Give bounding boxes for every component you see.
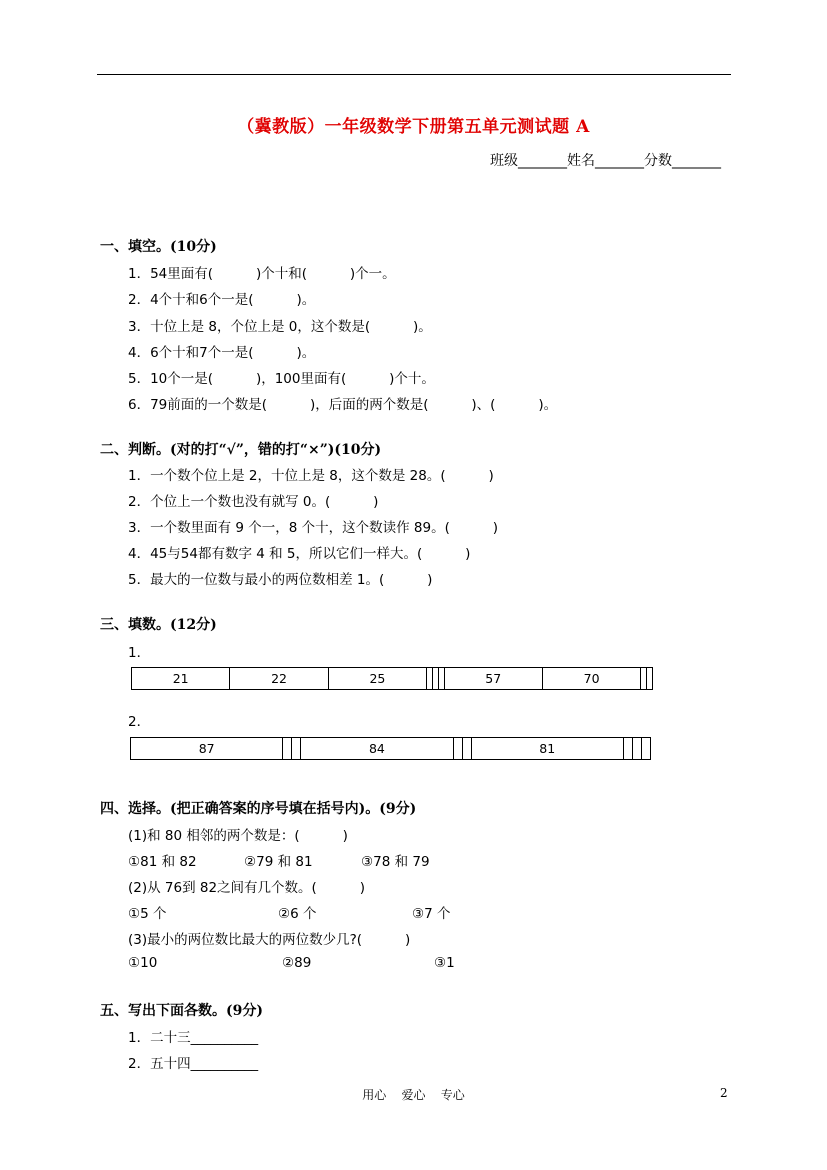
s1-question-2: 2．4个十和6个一是( )。 — [128, 292, 316, 308]
s4-q2-option-2: ②6 个 — [278, 906, 317, 922]
seq2-cell-2 — [283, 738, 292, 760]
s4-q2-option-1: ①5 个 — [128, 906, 167, 922]
s3-label-1: 1． — [128, 645, 151, 661]
page-footer: 用心 爱心 专心 — [362, 1088, 465, 1102]
s4-q1-option-1: ①81 和 82 — [128, 854, 197, 870]
s5-question-1: 1．二十三__________ — [128, 1030, 259, 1046]
seq1-cell-10 — [647, 668, 653, 690]
seq1-cell-1: 21 — [132, 668, 230, 690]
s4-question-2: (2)从 76到 82之间有几个数。( ) — [128, 880, 366, 896]
seq2-cell-5 — [453, 738, 462, 760]
seq2-cell-8 — [623, 738, 632, 760]
seq2-cell-3 — [292, 738, 301, 760]
s4-question-3: (3)最小的两位数比最大的两位数少几?( ) — [128, 932, 411, 948]
number-sequence-table-1 — [131, 667, 653, 690]
seq1-cell-7: 57 — [444, 668, 542, 690]
s2-question-3: 3．一个数里面有 9 个一，8 个十，这个数读作 89。( ) — [128, 520, 499, 536]
seq2-cell-7: 81 — [471, 738, 623, 760]
page-number: 2 — [720, 1086, 728, 1100]
s4-question-1: (1)和 80 相邻的两个数是：( ) — [128, 828, 348, 844]
seq2-cell-10 — [641, 738, 650, 760]
section-2-heading: 二、判断。(对的打“√”，错的打“×”)(10分) — [100, 442, 382, 458]
seq2-cell-6 — [462, 738, 471, 760]
seq2-cell-9 — [632, 738, 641, 760]
s4-q3-option-3: ③1 — [434, 955, 455, 971]
seq1-cell-8: 70 — [542, 668, 640, 690]
number-sequence-table-2 — [130, 737, 651, 760]
s1-question-3: 3．十位上是 8，个位上是 0，这个数是( )。 — [128, 319, 432, 335]
s2-question-2: 2．个位上一个数也没有就写 0。( ) — [128, 494, 379, 510]
s4-q1-option-3: ③78 和 79 — [361, 854, 430, 870]
s4-q1-option-2: ②79 和 81 — [244, 854, 313, 870]
seq2-cell-4: 84 — [301, 738, 453, 760]
s2-question-5: 5．最大的一位数与最小的两位数相差 1。( ) — [128, 572, 433, 588]
document-title: （冀教版）一年级数学下册第五单元测试题 A — [237, 117, 590, 137]
s4-q3-option-2: ②89 — [282, 955, 312, 971]
s4-q3-option-1: ①10 — [128, 955, 158, 971]
section-1-heading: 一、填空。(10分) — [100, 239, 217, 255]
seq2-cell-1: 87 — [131, 738, 283, 760]
seq1-cell-2: 22 — [230, 668, 328, 690]
student-info-line: 班级_______姓名_______分数_______ — [490, 153, 721, 169]
seq1-cell-3: 25 — [328, 668, 426, 690]
section-5-heading: 五、写出下面各数。(9分) — [100, 1003, 263, 1019]
s3-label-2: 2． — [128, 714, 151, 730]
section-3-heading: 三、填数。(12分) — [100, 617, 217, 633]
s1-question-5: 5．10个一是( )，100里面有( )个十。 — [128, 371, 435, 387]
s1-question-6: 6．79前面的一个数是( )，后面的两个数是( )、( )。 — [128, 397, 558, 413]
s1-question-4: 4．6个十和7个一是( )。 — [128, 345, 316, 361]
s1-question-1: 1．54里面有( )个十和( )个一。 — [128, 266, 396, 282]
s2-question-1: 1．一个数个位上是 2，十位上是 8，这个数是 28。( ) — [128, 468, 494, 484]
section-4-heading: 四、选择。(把正确答案的序号填在括号内)。(9分) — [100, 801, 417, 817]
s4-q2-option-3: ③7 个 — [412, 906, 451, 922]
top-rule — [97, 74, 731, 75]
s2-question-4: 4．45与54都有数字 4 和 5，所以它们一样大。( ) — [128, 546, 471, 562]
s5-question-2: 2．五十四__________ — [128, 1056, 259, 1072]
